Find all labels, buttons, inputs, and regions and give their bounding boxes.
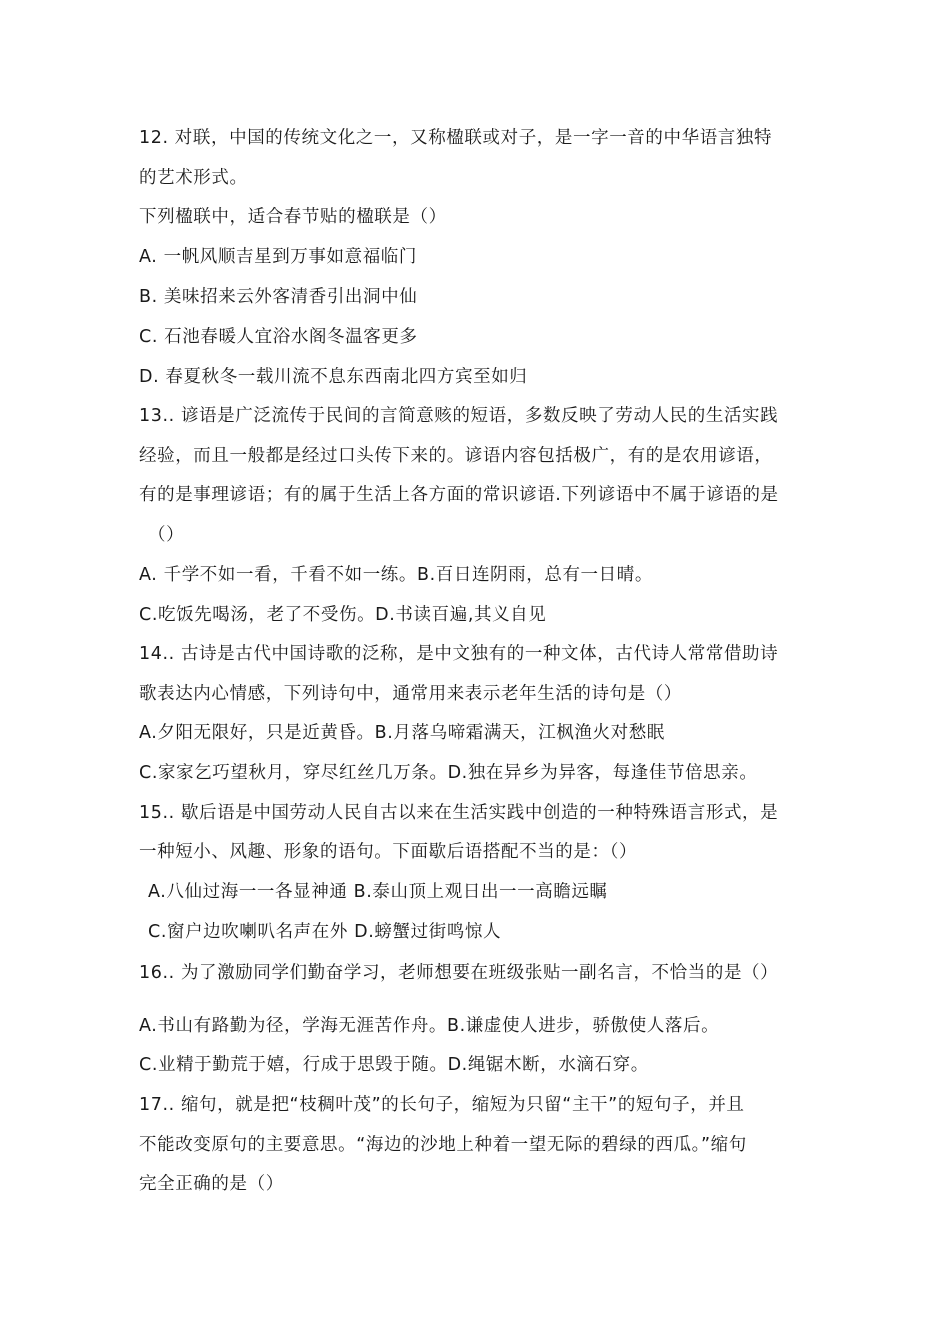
q13-stem-line-1: 13.. 谚语是广泛流传于民间的言简意赅的短语，多数反映了劳动人民的生活实践 [139,406,779,426]
q12-stem-line-2: 的艺术形式。 [139,168,248,188]
q15-options-ab: A.八仙过海一一各显神通 B.泰山顶上观日出一一高瞻远瞩 [148,882,608,902]
q16-stem-line-1: 16.. 为了激励同学们勤奋学习，老师想要在班级张贴一副名言，不恰当的是（） [139,963,779,983]
q16-options-cd: C.业精于勤荒于嬉，行成于思毁于随。D.绳锯木断，水滴石穿。 [139,1055,649,1075]
q13-stem-line-4: （） [148,525,185,545]
q15-stem-line-1: 15.. 歇后语是中国劳动人民自古以来在生活实践中创造的一种特殊语言形式，是 [139,803,779,823]
q14-stem-line-1: 14.. 古诗是古代中国诗歌的泛称，是中文独有的一种文体，古代诗人常常借助诗 [139,644,779,664]
q17-stem-line-2: 不能改变原句的主要意思。“海边的沙地上种着一望无际的碧绿的西瓜。”缩句 [139,1135,747,1155]
q17-stem-line-1: 17.. 缩句，就是把“枝稠叶茂”的长句子，缩短为只留“主干”的短句子，并且 [139,1095,745,1115]
q16-options-ab: A.书山有路勤为径，学海无涯苦作舟。B.谦虚使人进步，骄傲使人落后。 [139,1016,720,1036]
q14-options-ab: A.夕阳无限好，只是近黄昏。B.月落乌啼霜满天，江枫渔火对愁眠 [139,723,665,743]
q17-stem-line-3: 完全正确的是（） [139,1174,284,1194]
q12-option-b: B. 美味招来云外客清香引出洞中仙 [139,287,418,307]
q12-option-d: D. 春夏秋冬一载川流不息东西南北四方宾至如归 [139,367,528,387]
q15-options-cd: C.窗户边吹喇叭名声在外 D.螃蟹过街鸣惊人 [148,922,502,942]
q14-stem-line-2: 歌表达内心情感，下列诗句中，通常用来表示老年生活的诗句是（） [139,684,682,704]
q13-options-cd: C.吃饭先喝汤，老了不受伤。D.书读百遍,其义自见 [139,605,547,625]
q13-stem-line-3: 有的是事理谚语；有的属于生活上各方面的常识谚语.下列谚语中不属于谚语的是 [139,485,779,505]
q12-option-c: C. 石池春暖人宜浴水阁冬温客更多 [139,327,418,347]
q12-stem-line-3: 下列楹联中，适合春节贴的楹联是（） [139,207,447,227]
q13-stem-line-2: 经验，而且一般都是经过口头传下来的。谚语内容包括极广，有的是农用谚语， [139,446,773,466]
q12-stem-line-1: 12. 对联，中国的传统文化之一，又称楹联或对子，是一字一音的中华语言独特 [139,128,773,148]
q13-options-ab: A. 千学不如一看，千看不如一练。B.百日连阴雨，总有一日晴。 [139,565,653,585]
q14-options-cd: C.家家乞巧望秋月，穿尽红丝几万条。D.独在异乡为异客，每逢佳节倍思亲。 [139,763,758,783]
q12-option-a: A. 一帆风顺吉星到万事如意福临门 [139,247,417,267]
q15-stem-line-2: 一种短小、风趣、形象的语句。下面歇后语搭配不当的是：（） [139,842,638,862]
